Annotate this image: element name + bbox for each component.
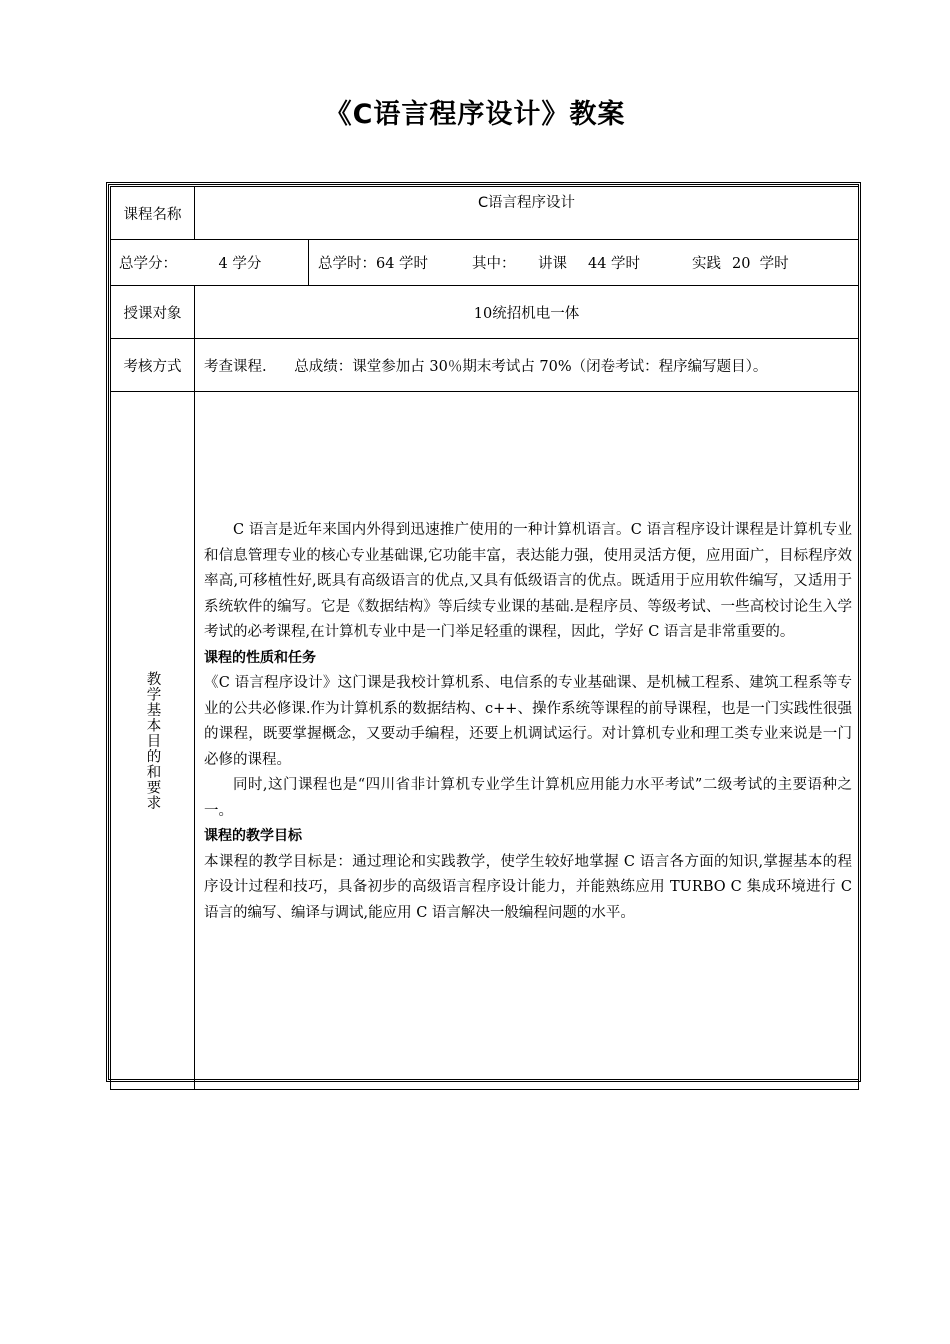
nature-paragraph: 《C 语言程序设计》这门课是我校计算机系、电信系的专业基础课、是机械工程系、建筑工程系等专业的公共必修课.作为计算机系的数据结构、c++、操作系统等课程的前导课程，也是一门实践性很强的课程，既要掌握概念，又要动手编程，还要上机调试运行。对计算机专业和理工类专业来说是一门必修的课程。 <box>204 675 852 768</box>
objectives-label: 教学基本目的和要求 <box>144 670 161 811</box>
credits-label-cell <box>111 240 195 286</box>
practice-label: 实践 <box>692 256 721 272</box>
course-name-row <box>111 187 859 240</box>
objectives-content <box>204 518 852 926</box>
heading-course-nature: 课程的性质和任务 <box>204 649 316 666</box>
intro-paragraph: C 语言是近年来国内外得到迅速推广使用的一种计算机语言。C 语言程序设计课程是计算机专业和信息管理专业的核心专业基础课,它功能丰富，表达能力强，使用灵活方便，应用面广，目标程序效率高,可移植性好,既具有高级语言的优点,又具有低级语言的优点。既适用于应用软件编写，又适用于系统软件的编写。它是《数据结构》等后续专业课的基础.是程序员、等级考试、一些高校讨论生入学考试的必考课程,在计算机专业中是一门举足轻重的课程，因此，学好 C 语言是非常重要的。 <box>204 522 852 640</box>
credits-value: 4 学分 <box>218 256 262 272</box>
lesson-plan-table <box>110 186 859 1090</box>
among-label: 其中： <box>472 256 516 272</box>
credits-label: 总学分： <box>119 256 177 272</box>
course-name-value: C语言程序设计 <box>195 187 859 240</box>
document-title: 《C语言程序设计》教案 <box>324 99 626 130</box>
nature-paragraph-2: 同时,这门课程也是“四川省非计算机专业学生计算机应用能力水平考试”二级考试的主要语种之一。 <box>204 777 852 819</box>
audience-label: 授课对象 <box>111 286 195 339</box>
audience-value: 10统招机电一体 <box>195 286 859 339</box>
total-hours: 总学时：64 学时 <box>318 256 429 272</box>
audience-row <box>111 286 859 339</box>
course-name-label: 课程名称 <box>111 187 195 240</box>
lecture-hours: 44 学时 <box>588 256 641 272</box>
objectives-label-cell <box>111 392 195 1090</box>
objectives-content-cell <box>195 392 859 1090</box>
hours-row <box>111 240 859 286</box>
heading-teaching-goal: 课程的教学目标 <box>204 828 302 844</box>
goal-paragraph: 本课程的教学目标是：通过理论和实践教学，使学生较好地掌握 C 语言各方面的知识,掌握基本的程序设计过程和技巧，具备初步的高级语言程序设计能力，并能熟练应用 TURBO C 集成环境进行 C 语言的编写、编译与调试,能应用 C 语言解决一般编程问题的水平。 <box>204 853 852 921</box>
practice-hours: 20 学时 <box>732 256 789 272</box>
lecture-label: 讲课 <box>538 256 567 272</box>
assessment-value: 考查课程. 总成绩：课堂参加占 30％期末考试占 70%（闭卷考试：程序编写题目）。 <box>195 339 859 392</box>
hours-detail-cell <box>309 240 859 286</box>
credits-value-cell <box>195 240 309 286</box>
assessment-label: 考核方式 <box>111 339 195 392</box>
objectives-row <box>111 392 859 1090</box>
assessment-row <box>111 339 859 392</box>
